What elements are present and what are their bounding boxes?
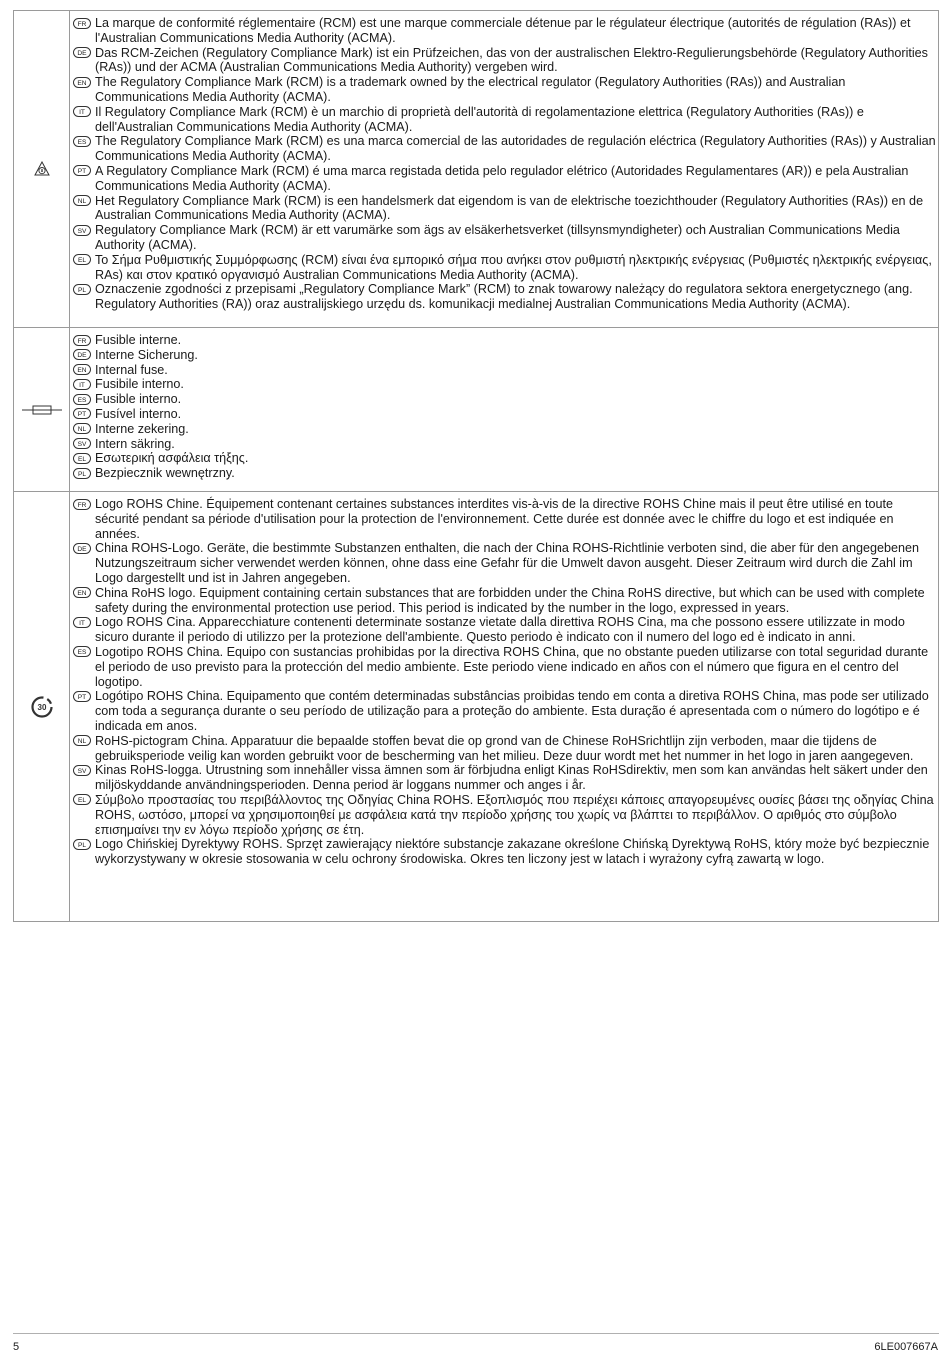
lang-badge-sv: SV	[73, 765, 91, 776]
entry-el	[73, 793, 936, 837]
entry-es	[73, 134, 936, 164]
entry-text: Interne Sicherung.	[95, 347, 198, 362]
footer-divider	[13, 1333, 939, 1334]
entry-text: Intern säkring.	[95, 436, 175, 451]
lang-badge-it: IT	[73, 617, 91, 628]
entry-es	[73, 392, 936, 407]
entry-de	[73, 348, 936, 363]
entry-el	[73, 253, 936, 283]
entry-nl	[73, 422, 936, 437]
entry-text: Fusible interne.	[95, 333, 182, 347]
lang-badge-fr: FR	[73, 499, 91, 510]
lang-badge-it: IT	[73, 379, 91, 390]
entry-text: Oznaczenie zgodności z przepisami „Regulatory Compliance Mark” (RCM) to znak towarowy należący do regulatora sektora energetycznego (ang. Regulatory Authorities (RA)) oraz australijskiego urzędu ds. komunikacji medialnej Australian Communications Media Authority (ACMA).	[95, 282, 913, 312]
rohs-years-label: 30	[37, 702, 46, 712]
entry-text: Fusible interno.	[95, 392, 182, 407]
entry-pl	[73, 466, 936, 481]
table-row-china-rohs	[14, 491, 938, 921]
entry-text: Il Regulatory Compliance Mark (RCM) è un marchio di proprietà dell'autorità di regolamentazione elettrica (Regulatory Authorities (RAs)) e dell'Australian Communications Media Authority (ACMA).	[95, 104, 864, 134]
lang-badge-pt: PT	[73, 691, 91, 702]
lang-badge-de: DE	[73, 47, 91, 58]
entry-text: Fusibile interno.	[95, 377, 184, 392]
entry-text: Internal fuse.	[95, 362, 168, 377]
symbol-cell	[14, 11, 70, 327]
entry-pl	[73, 837, 936, 867]
lang-badge-it: IT	[73, 106, 91, 117]
symbol-table	[13, 10, 939, 922]
entry-it	[73, 615, 936, 645]
entry-text: China ROHS-Logo. Geräte, die bestimmte Substanzen enthalten, die nach der China ROHS-Richtlinie verboten sind, die aber für den angegebenen Nutzungszeitraum sicher verwendet werden können, ohne dass eine Gefahr für die Umwelt davon ausgeht. Dieser Zeitraum wird durch die Zahl im Logo dargestellt und ist in Jahren angegeben.	[95, 541, 919, 585]
lang-badge-pl: PL	[73, 468, 91, 479]
entry-text: The Regulatory Compliance Mark (RCM) is a trademark owned by the electrical regulator (Regulatory Authorities (RAs)) and Australian Communications Media Authority (ACMA).	[95, 75, 846, 104]
symbol-cell	[14, 328, 70, 491]
entry-text: Logotipo ROHS China. Equipo con sustancias prohibidas por la directiva ROHS China, que no obstante pueden utilizarse con total seguridad durante el periodo de uso previsto para la protección del medio ambiente. Este periodo viene indicado en años con el número que figura en el centro del logotipo.	[95, 644, 929, 689]
entries-cell	[70, 11, 938, 327]
entries-cell	[70, 328, 938, 491]
lang-badge-pt: PT	[73, 165, 91, 176]
entry-text: RoHS-pictogram China. Apparatuur die bepaalde stoffen bevat die op grond van de Chinese RoHSrichtlijn zijn verboden, maar die tijdens de gebruiksperiode veilig kan worden gebruikt voor de bescherming van het milieu. Deze duur wordt met het nummer in het logo in jaren aangegeven.	[95, 733, 914, 763]
entry-el	[73, 451, 936, 466]
document-reference: 6LE007667A	[874, 1341, 938, 1353]
lang-badge-en: EN	[73, 364, 91, 375]
lang-badge-sv: SV	[73, 225, 91, 236]
rcm-mark-icon	[34, 161, 50, 177]
entry-nl	[73, 194, 936, 224]
entry-text: Bezpiecznik wewnętrzny.	[95, 466, 235, 481]
entry-fr	[73, 497, 936, 541]
entry-text: Σύμβολο προστασίας του περιβάλλοντος της Οδηγίας China ROHS. Εξοπλισμός που περιέχει κάποιες απαγορευμένες ουσίες βάσει της οδηγίας China ROHS, ωστόσο, μπορεί να χρησιμοποιηθεί με ασφάλεια κατά την περίοδο χρήσης του χωρίς να βλάπτει το περιβάλλον. Ο αριθμός στο σύμβολο επισημαίνει την εν λόγω περίοδο χρήσης σε έτη.	[95, 792, 934, 837]
lang-badge-fr: FR	[73, 335, 91, 346]
entry-en	[73, 75, 936, 105]
lang-badge-el: EL	[73, 254, 91, 265]
symbol-cell	[14, 492, 70, 921]
lang-badge-de: DE	[73, 543, 91, 554]
lang-badge-en: EN	[73, 587, 91, 598]
entry-it	[73, 105, 936, 135]
lang-badge-pt: PT	[73, 408, 91, 419]
entry-es	[73, 645, 936, 689]
entry-text: Das RCM-Zeichen (Regulatory Compliance Mark) ist ein Prüfzeichen, das von der australischen Elektro-Regulierungsbehörde (Regulatory Authorities (RAs)) und der ACMA (Australian Communications Media Authority) vergeben wird.	[95, 45, 928, 75]
entries-cell	[70, 492, 938, 921]
lang-badge-en: EN	[73, 77, 91, 88]
lang-badge-pl: PL	[73, 839, 91, 850]
entry-text: Logo ROHS Chine. Équipement contenant certaines substances interdites vis-à-vis de la directive ROHS Chine mais il peut être utilisé en toute sécurité pendant sa période d'utilisation pour la protection de l'environnement. Cette durée est donnée avec le chiffre du logo et est indiquée en années.	[95, 497, 894, 541]
entry-it	[73, 377, 936, 392]
lang-badge-nl: NL	[73, 195, 91, 206]
lang-badge-fr: FR	[73, 18, 91, 29]
entry-en	[73, 586, 936, 616]
lang-badge-de: DE	[73, 349, 91, 360]
lang-badge-sv: SV	[73, 438, 91, 449]
entry-text: Fusível interno.	[95, 406, 182, 421]
entry-text: Logo Chińskiej Dyrektywy ROHS. Sprzęt zawierający niektóre substancje zakazane określone Chińską Dyrektywą RoHS, który może być bezpiecznie wykorzystywany w okresie stosowania w celu ochrony środowiska. Okres ten liczony jest w latach i wyrażony cyfrą zawartą w logo.	[95, 837, 930, 867]
entry-fr	[73, 333, 936, 348]
lang-badge-es: ES	[73, 136, 91, 147]
entry-text: Het Regulatory Compliance Mark (RCM) is een handelsmerk dat eigendom is van de elektrische toezichthouder (Regulatory Authorities (RAs)) en de Australian Communications Media Authority (ACMA).	[95, 193, 924, 223]
entry-de	[73, 541, 936, 585]
lang-badge-el: EL	[73, 453, 91, 464]
entry-text: The Regulatory Compliance Mark (RCM) es una marca comercial de las autoridades de regulación eléctrica (Regulatory Authorities (RAs)) y Australian Communications Media Authority (ACMA).	[95, 134, 936, 164]
lang-badge-nl: NL	[73, 735, 91, 746]
lang-badge-el: EL	[73, 794, 91, 805]
entry-text: Regulatory Compliance Mark (RCM) är ett varumärke som ägs av elsäkerhetsverket (tillsynsmyndigheter) och Australian Communications Media Authority (ACMA).	[95, 223, 900, 252]
entry-text: Interne zekering.	[95, 421, 189, 436]
entry-en	[73, 363, 936, 378]
entry-nl	[73, 734, 936, 764]
page-number: 5	[13, 1341, 20, 1353]
entry-text: La marque de conformité réglementaire (RCM) est une marque commerciale détenue par le régulateur électrique (autorités de régulation (RAs)) et l'Australian Communications Media Authority (ACMA).	[95, 16, 911, 45]
lang-badge-es: ES	[73, 394, 91, 405]
entry-sv	[73, 223, 936, 253]
table-row-rcm	[14, 11, 938, 327]
fuse-icon	[22, 404, 62, 416]
china-rohs-30-icon	[31, 696, 53, 718]
entry-de	[73, 46, 936, 76]
entry-text: Το Σήμα Ρυθμιστικής Συμμόρφωσης (RCM) είναι ένα εμπορικό σήμα που ανήκει στον ρυθμιστή ηλεκτρικής ενέργειας (Ρυθμιστές ηλεκτρικής ενέργειας, RAs) και στον κρατικό οργανισμό Australian Communications Media Authority (ACMA).	[95, 252, 932, 282]
entry-sv	[73, 763, 936, 793]
entry-pt	[73, 689, 936, 733]
entry-text: Εσωτερική ασφάλεια τήξης.	[95, 451, 249, 466]
entry-pl	[73, 282, 936, 312]
entry-sv	[73, 437, 936, 452]
entry-fr	[73, 16, 936, 46]
entry-text: Logótipo ROHS China. Equipamento que contém determinadas substâncias proibidas tendo em conta a diretiva ROHS China, mas pode ser utilizado com toda a segurança durante o seu período de utilização para a proteção do ambiente. Esta duração é apresentada com o número do logótipo e é indicada em anos.	[95, 689, 929, 733]
lang-badge-es: ES	[73, 646, 91, 657]
entry-pt	[73, 407, 936, 422]
lang-badge-nl: NL	[73, 423, 91, 434]
entry-text: A Regulatory Compliance Mark (RCM) é uma marca registada detida pelo regulador elétrico (Autoridades Regulamentares (AR)) e pela Australian Communications Media Authority (ACMA).	[95, 163, 909, 193]
entry-text: Kinas RoHS-logga. Utrustning som innehåller vissa ämnen som är förbjudna enligt Kinas RoHSdirektiv, men som kan användas helt säkert under den miljöskyddande användningsperioden. Denna period är loggans nummer och anges i år.	[95, 763, 928, 793]
lang-badge-pl: PL	[73, 284, 91, 295]
table-row-fuse	[14, 327, 938, 491]
entry-text: Logo ROHS Cina. Apparecchiature contenenti determinate sostanze vietate dalla direttiva ROHS Cina, ma che possono essere utilizzate in modo sicuro durante il periodo di utilizzo per la protezione dell'ambiente. Questo periodo è indicato con il numero del logo ed è indicato in anni.	[95, 615, 905, 645]
entry-pt	[73, 164, 936, 194]
entry-text: China RoHS logo. Equipment containing certain substances that are forbidden under the China RoHS directive, but which can be used with complete safety during the environmental protection use period. This period is indicated by the number in the logo, expressed in years.	[95, 585, 925, 615]
